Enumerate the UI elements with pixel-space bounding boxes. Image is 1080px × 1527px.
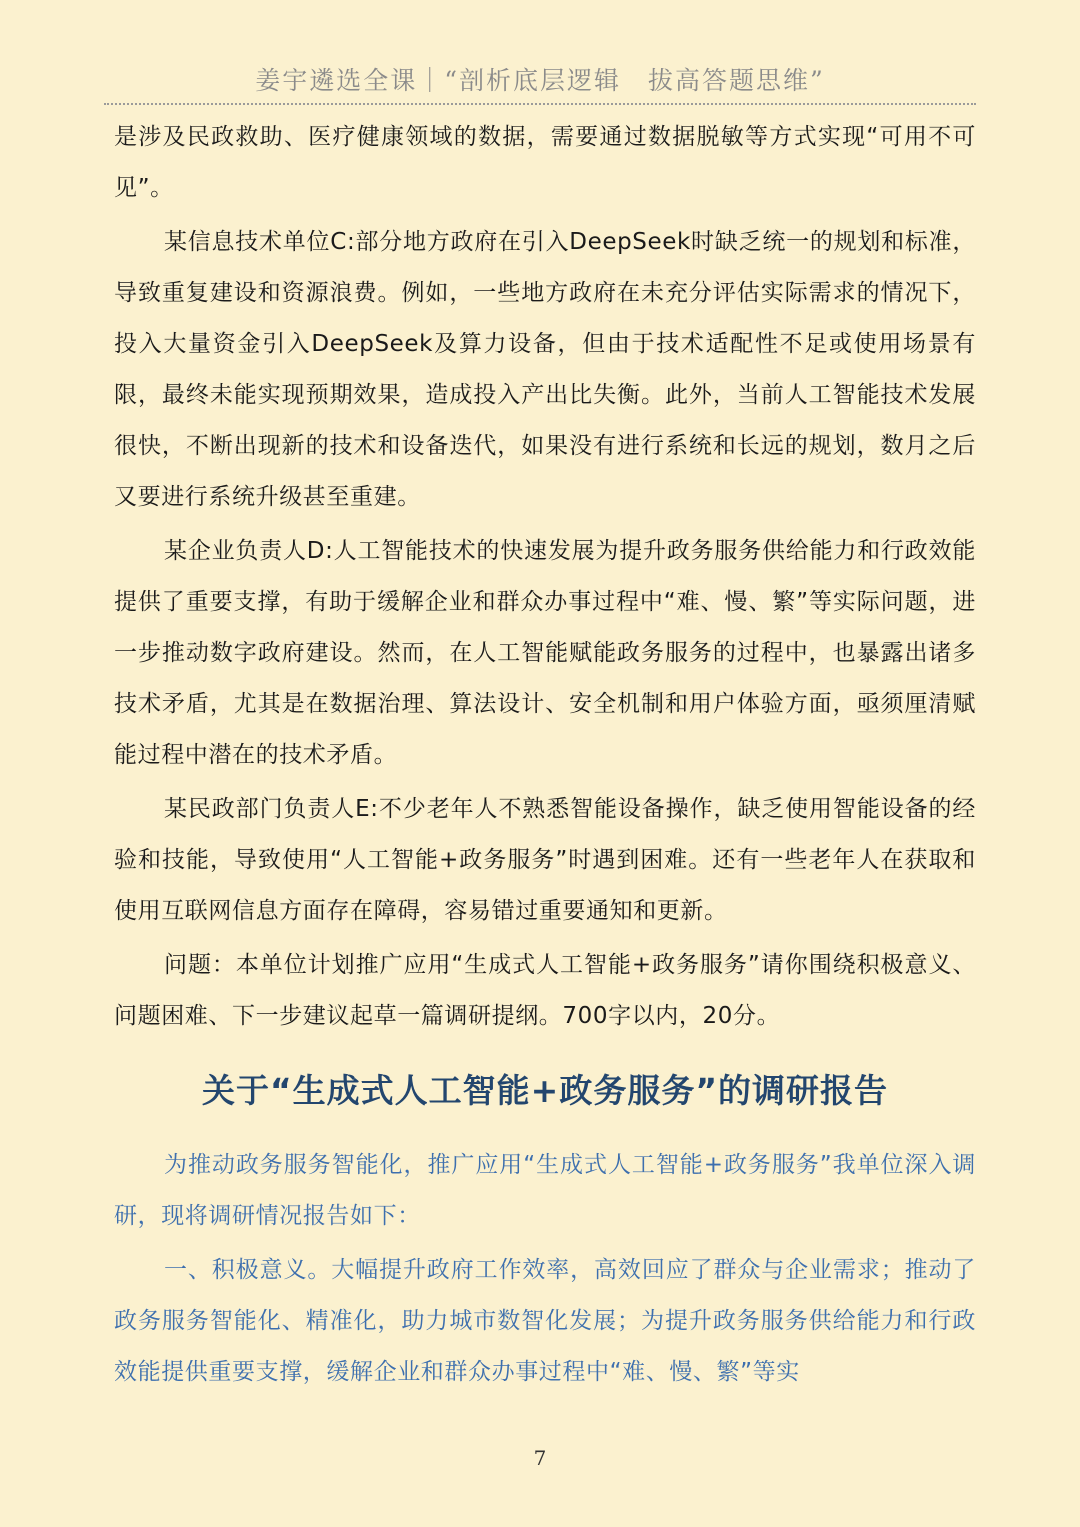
page-header: 姜宇遴选全课｜“剖析底层逻辑 拔高答题思维” bbox=[255, 66, 825, 95]
report-section-1: 一、积极意义。大幅提升政府工作效率，高效回应了群众与企业需求；推动了政务服务智能化、精准化，助力城市数智化发展；为提升政务服务供给能力和行政效能提供重要支撑，缓解企业和群众办事过程中“难、慢、繁”等实 bbox=[114, 1257, 976, 1385]
paragraph-question: 问题：本单位计划推广应用“生成式人工智能+政务服务”请你围绕积极意义、问题困难、下一步建议起草一篇调研提纲。700字以内，20分。 bbox=[114, 952, 976, 1029]
page-body bbox=[114, 112, 976, 1398]
paragraph-unit-c: 某信息技术单位C:部分地方政府在引入DeepSeek时缺乏统一的规划和标准，导致重复建设和资源浪费。例如，一些地方政府在未充分评估实际需求的情况下，投入大量资金引入DeepSeek及算力设备，但由于技术适配性不足或使用场景有限，最终未能实现预期效果，造成投入产出比失衡。此外，当前人工智能技术发展很快，不断出现新的技术和设备迭代，如果没有进行系统和长远的规划，数月之后又要进行系统升级甚至重建。 bbox=[114, 229, 976, 510]
page-number: 7 bbox=[533, 1446, 547, 1470]
paragraph-continuation: 是涉及民政救助、医疗健康领域的数据，需要通过数据脱敏等方式实现“可用不可见”。 bbox=[114, 124, 976, 201]
paragraph-civil-affairs-e: 某民政部门负责人E:不少老年人不熟悉智能设备操作，缺乏使用智能设备的经验和技能，导致使用“人工智能+政务服务”时遇到困难。还有一些老年人在获取和使用互联网信息方面存在障碍，容易错过重要通知和更新。 bbox=[114, 796, 976, 924]
header-divider bbox=[104, 103, 976, 105]
report-intro: 为推动政务服务智能化，推广应用“生成式人工智能+政务服务”我单位深入调研，现将调研情况报告如下： bbox=[114, 1152, 976, 1229]
report-title: 关于“生成式人工智能+政务服务”的调研报告 bbox=[201, 1071, 889, 1110]
paragraph-enterprise-d: 某企业负责人D:人工智能技术的快速发展为提升政务服务供给能力和行政效能提供了重要支撑，有助于缓解企业和群众办事过程中“难、慢、繁”等实际问题，进一步推动数字政府建设。然而，在人工智能赋能政务服务的过程中，也暴露出诸多技术矛盾，尤其是在数据治理、算法设计、安全机制和用户体验方面，亟须厘清赋能过程中潜在的技术矛盾。 bbox=[114, 538, 976, 768]
